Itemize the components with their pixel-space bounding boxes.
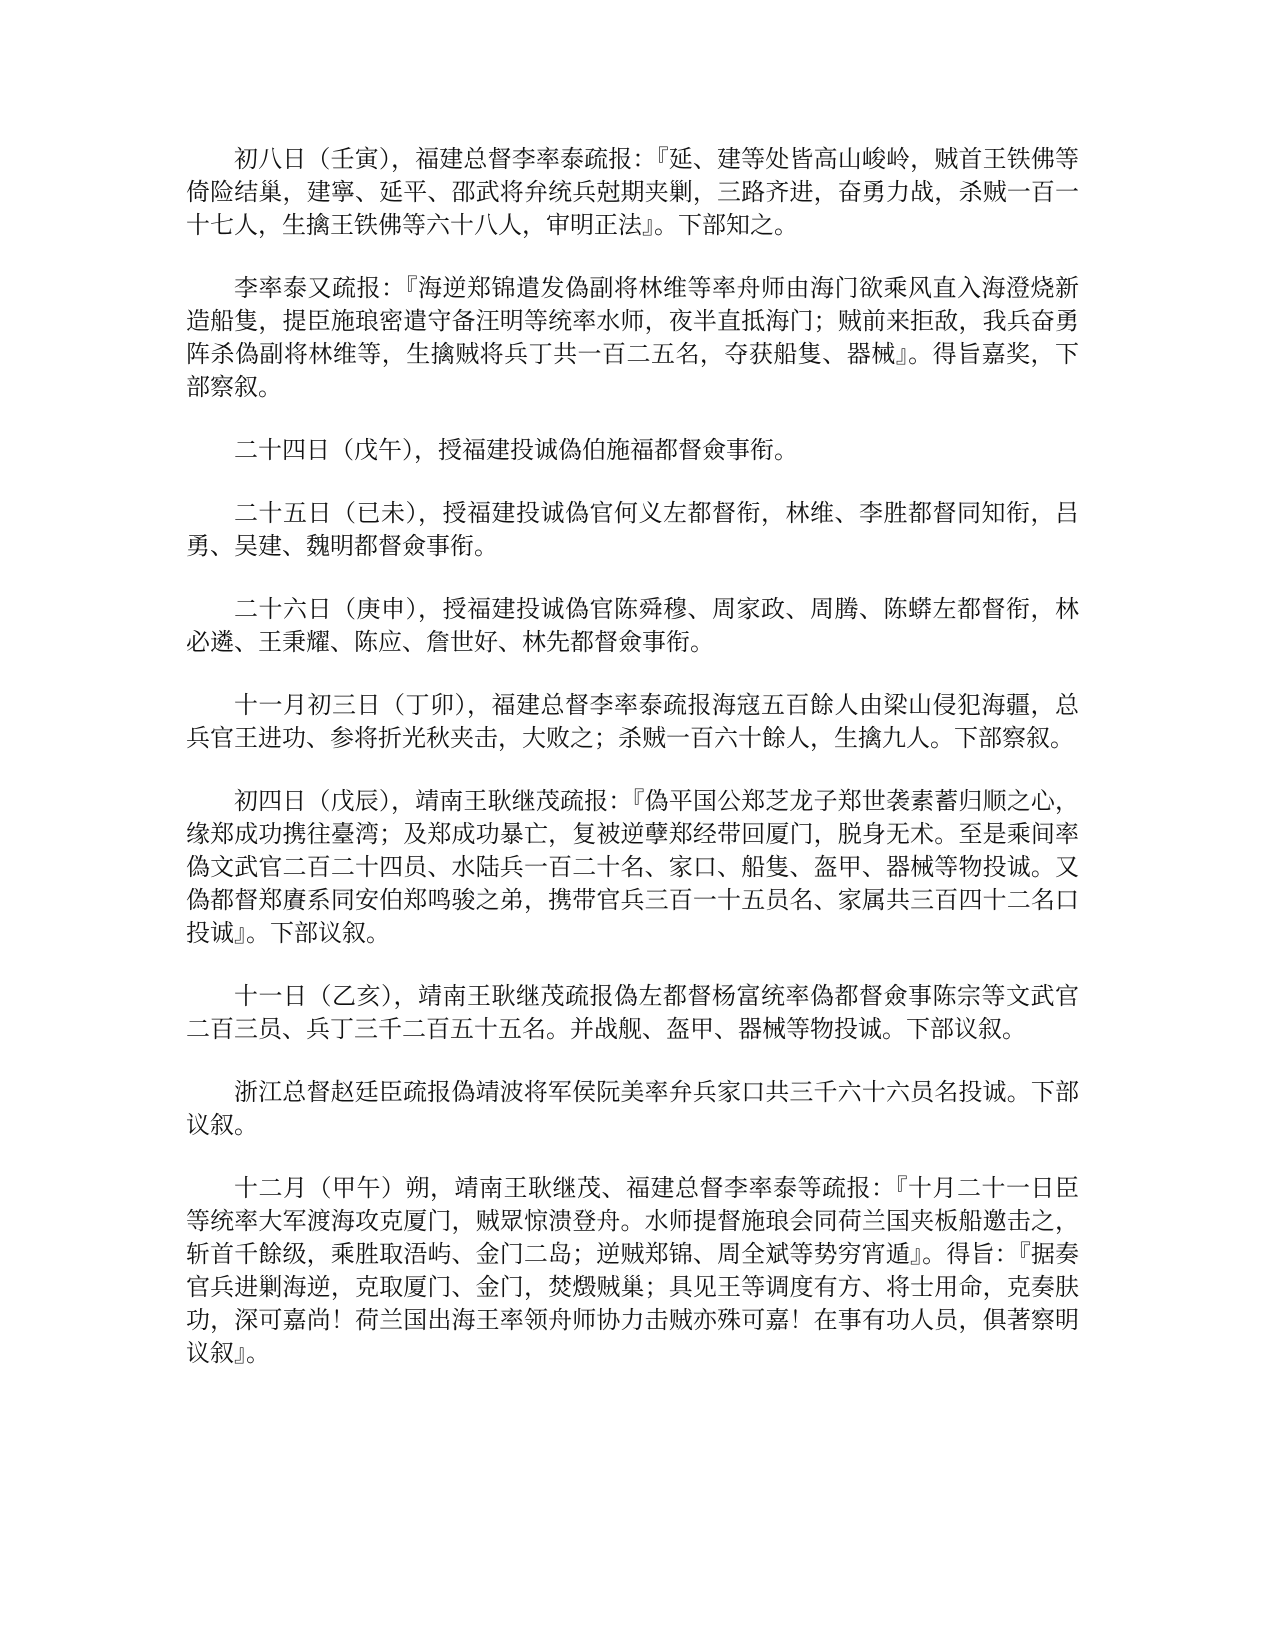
- paragraph-9: 浙江总督赵廷臣疏报偽靖波将军侯阮美率弁兵家口共三千六十六员名投诚。下部议叙。: [186, 1078, 1079, 1139]
- paragraph-2: 李率泰又疏报：『海逆郑锦遣发偽副将林维等率舟师由海门欲乘风直入海澄烧新造船隻，提臣施琅密遣守备汪明等统率水师，夜半直抵海门；贼前来拒敌，我兵奋勇阵杀偽副将林维等，生擒贼将兵丁共一百二五名，夺获船隻、器械』。得旨嘉奖，下部察叙。: [186, 274, 1079, 401]
- paragraph-10: 十二月（甲午）朔，靖南王耿继茂、福建总督李率泰等疏报：『十月二十一日臣等统率大军渡海攻克厦门，贼眾惊溃登舟。水师提督施琅会同荷兰国夹板船邀击之，斩首千餘级，乘胜取浯屿、金门二岛；逆贼郑锦、周全斌等势穷宵遁』。得旨：『据奏官兵进剿海逆，克取厦门、金门，焚燬贼巢；具见王等调度有方、将士用命，克奏肤功，深可嘉尚！荷兰国出海王率领舟师协力击贼亦殊可嘉！在事有功人员，俱著察明议叙』。: [186, 1174, 1079, 1367]
- paragraph-7: 初四日（戊辰），靖南王耿继茂疏报：『偽平国公郑芝龙子郑世袭素蓄归顺之心，缘郑成功携往臺湾；及郑成功暴亡，复被逆孽郑经带回厦门，脱身无术。至是乘间率偽文武官二百二十四员、水陆兵一百二十名、家口、船隻、盔甲、器械等物投诚。又偽都督郑賡系同安伯郑鸣骏之弟，携带官兵三百一十五员名、家属共三百四十二名口投诚』。下部议叙。: [186, 787, 1079, 947]
- paragraph-1: 初八日（壬寅），福建总督李率泰疏报：『延、建等处皆高山峻岭，贼首王铁佛等倚险结巢，建寧、延平、邵武将弁统兵尅期夹剿，三路齐进，奋勇力战，杀贼一百一十七人，生擒王铁佛等六十八人，审明正法』。下部知之。: [186, 145, 1079, 239]
- paragraph-3: 二十四日（戊午），授福建投诚偽伯施福都督僉事衔。: [234, 436, 798, 464]
- paragraph-5: 二十六日（庚申），授福建投诚偽官陈舜穆、周家政、周腾、陈蟒左都督衔，林必遴、王秉耀、陈应、詹世好、林先都督僉事衔。: [186, 595, 1079, 656]
- paragraph-4: 二十五日（已未），授福建投诚偽官何义左都督衔，林维、李胜都督同知衔，吕勇、吴建、魏明都督僉事衔。: [186, 499, 1079, 560]
- document-body: [186, 143, 1079, 1400]
- paragraph-8: 十一日（乙亥），靖南王耿继茂疏报偽左都督杨富统率偽都督僉事陈宗等文武官二百三员、兵丁三千二百五十五名。并战舰、盔甲、器械等物投诚。下部议叙。: [186, 982, 1079, 1043]
- paragraph-6: 十一月初三日（丁卯），福建总督李率泰疏报海寇五百餘人由梁山侵犯海疆，总兵官王进功、参将折光秋夹击，大败之；杀贼一百六十餘人，生擒九人。下部察叙。: [186, 691, 1079, 752]
